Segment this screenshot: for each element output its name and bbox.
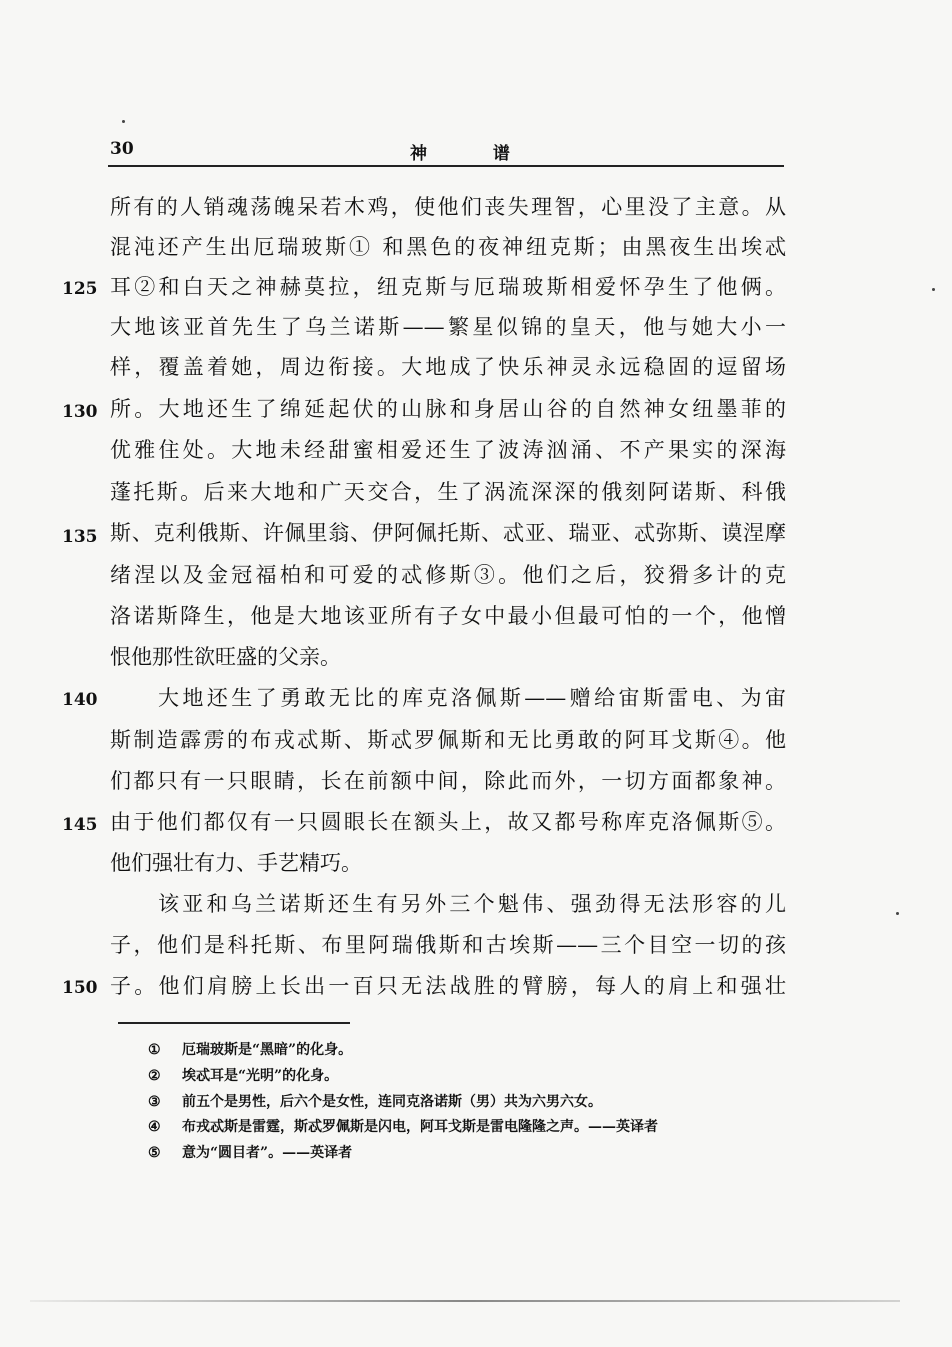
text-line: 斯制造霹雳的布戎忒斯、斯忒罗佩斯和无比勇敢的阿耳戈斯④。他 bbox=[110, 728, 786, 752]
text-line: 大地还生了勇敢无比的库克洛佩斯——赠给宙斯雷电、为宙 bbox=[158, 686, 786, 710]
page-number: 30 bbox=[110, 139, 134, 159]
text-line: 该亚和乌兰诺斯还生有另外三个魁伟、强劲得无法形容的儿 bbox=[158, 892, 786, 916]
text-line: 子。他们肩膀上长出一百只无法战胜的臂膀，每人的肩上和强壮 bbox=[110, 974, 786, 998]
footnote bbox=[148, 1141, 352, 1165]
footnote bbox=[148, 1115, 658, 1139]
text-line: 所有的人销魂荡魄呆若木鸡，使他们丧失理智，心里没了主意。从 bbox=[110, 195, 786, 219]
text-line: 绪涅以及金冠福柏和可爱的忒修斯③。他们之后，狡猾多计的克 bbox=[110, 563, 786, 587]
header-rule bbox=[108, 165, 784, 167]
text-line: 子，他们是科托斯、布里阿瑞俄斯和古埃斯——三个目空一切的孩 bbox=[110, 933, 786, 957]
text-line: 们都只有一只眼睛，长在前额中间，除此而外，一切方面都象神。 bbox=[110, 769, 786, 793]
text-line: 洛诺斯降生，他是大地该亚所有子女中最小但最可怕的一个，他憎 bbox=[110, 604, 786, 628]
footnote-marker: ⑤ bbox=[148, 1145, 161, 1161]
text-line: 他们强壮有力、手艺精巧。 bbox=[110, 851, 362, 875]
footnote-text: 厄瑞玻斯是“黑暗”的化身。 bbox=[182, 1042, 353, 1058]
text-line: 大地该亚首先生了乌兰诺斯——繁星似锦的皇天，他与她大小一 bbox=[110, 315, 786, 339]
footnote-marker: ② bbox=[148, 1068, 161, 1084]
footnote bbox=[148, 1090, 602, 1114]
footnote-text: 布戎忒斯是雷霆，斯忒罗佩斯是闪电，阿耳戈斯是雷电隆隆之声。——英译者 bbox=[182, 1119, 658, 1135]
text-line: 所。大地还生了绵延起伏的山脉和身居山谷的自然神女纽墨菲的 bbox=[110, 397, 786, 421]
footnote-rule bbox=[118, 1022, 350, 1024]
text-line: 优雅住处。大地未经甜蜜相爱还生了波涛汹涌、不产果实的深海 bbox=[110, 438, 786, 462]
footnote-marker: ① bbox=[148, 1042, 161, 1058]
text-line: 蓬托斯。后来大地和广天交合，生了涡流深深的俄刻阿诺斯、科俄 bbox=[110, 480, 786, 504]
footnote bbox=[148, 1064, 338, 1088]
text-line: 斯、克利俄斯、许佩里翁、伊阿佩托斯、忒亚、瑞亚、忒弥斯、谟涅摩 bbox=[110, 521, 786, 545]
text-line: 混沌还产生出厄瑞玻斯① 和黑色的夜神纽克斯；由黑夜生出埃忒 bbox=[110, 235, 786, 259]
text-line: 耳②和白天之神赫莫拉，纽克斯与厄瑞玻斯相爱怀孕生了他俩。 bbox=[110, 275, 786, 299]
footnote-marker: ③ bbox=[148, 1094, 161, 1110]
line-number: 145 bbox=[62, 815, 98, 835]
footnote-marker: ④ bbox=[148, 1119, 161, 1135]
text-line: 样，覆盖着她，周边衔接。大地成了快乐神灵永远稳固的逗留场 bbox=[110, 355, 786, 379]
footnote-text: 意为“圆目者”。——英译者 bbox=[182, 1145, 353, 1161]
line-number: 125 bbox=[62, 279, 98, 299]
scan-edge-line bbox=[30, 1300, 900, 1302]
running-title: 神 谱 bbox=[410, 144, 540, 164]
text-line: 恨他那性欲旺盛的父亲。 bbox=[110, 645, 341, 669]
text-line: 由于他们都仅有一只圆眼长在额头上，故又都号称库克洛佩斯⑤。 bbox=[110, 810, 786, 834]
footnote-text: 埃忒耳是“光明”的化身。 bbox=[182, 1068, 339, 1084]
scan-speck bbox=[932, 288, 935, 291]
scan-speck bbox=[122, 120, 125, 123]
line-number: 140 bbox=[62, 690, 98, 710]
footnote-text: 前五个是男性，后六个是女性，连同克洛诺斯（男）共为六男六女。 bbox=[182, 1094, 602, 1110]
line-number: 135 bbox=[62, 527, 98, 547]
footnote bbox=[148, 1038, 352, 1062]
line-number: 150 bbox=[62, 978, 98, 998]
scan-speck bbox=[896, 912, 899, 915]
line-number: 130 bbox=[62, 402, 98, 422]
